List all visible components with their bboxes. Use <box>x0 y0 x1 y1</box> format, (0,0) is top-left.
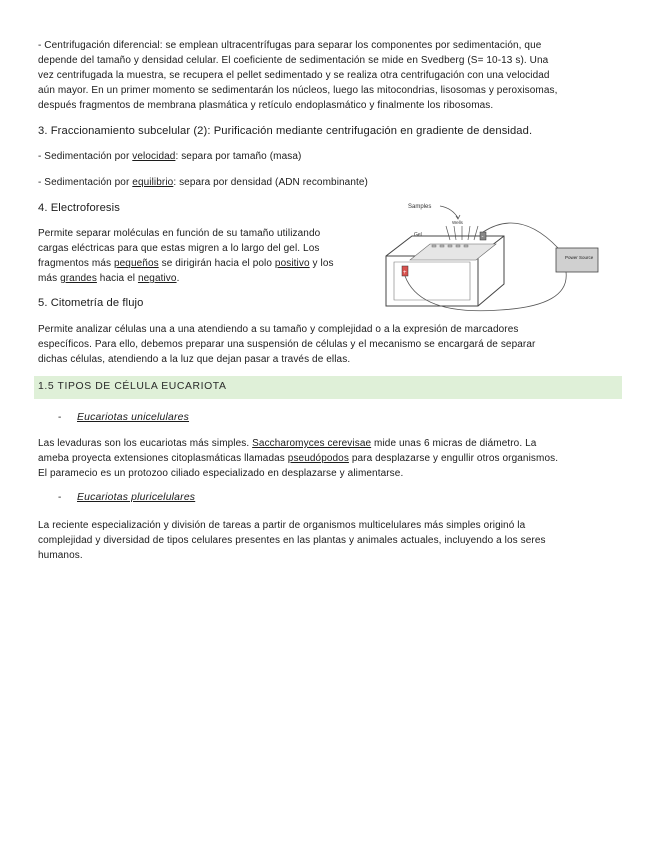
plus-sign: + <box>403 270 407 276</box>
heading-citometria: 5. Citometría de flujo <box>38 297 144 309</box>
text-line: humanos. <box>38 550 83 561</box>
text-line: Permite separar moléculas en función de su tamaño utilizando <box>38 228 321 239</box>
bullet-marker: - <box>58 492 62 503</box>
text-line: La reciente especialización y división de tareas a partir de organismos multicelulares más simples originó la <box>38 520 526 531</box>
electrophoresis-diagram <box>380 198 620 316</box>
sedimentation-equilibrium-line <box>38 175 618 190</box>
unicelulares-paragraph <box>38 436 618 481</box>
heading-electroforesis: 4. Electroforesis <box>38 202 120 214</box>
section-heading-band <box>34 376 622 399</box>
text-line: dichas células, atendiendo a la luz que dejan pasar a través de ellas. <box>38 354 351 365</box>
text-span: para desplazarse y engullir otros organismos. <box>348 453 559 464</box>
gel-slab <box>410 244 496 260</box>
text-line <box>38 256 373 271</box>
text-line: específicos. Para ello, debemos preparar una suspensión de células y el mecanismo se encargará de separar <box>38 339 536 350</box>
underlined-term: equilibrio <box>132 177 174 188</box>
text-line <box>38 271 373 286</box>
citometria-paragraph <box>38 322 618 367</box>
text-line: complejidad y diversidad de tipos celulares presentes en las plantas y animales actuales, incluyendo a los seres <box>38 535 546 546</box>
text-span: y los <box>309 258 334 269</box>
text-line: aún mayor. En un primer momento se sedimentarán los núcleos, luego las mitocondrias, lisosomas y peroxisomas, <box>38 85 558 96</box>
text-line <box>38 436 618 451</box>
text-line: - Centrifugación diferencial: se emplean ultracentrífugas para separar los componentes por sedimentación, que <box>38 40 542 51</box>
section-title: 1.5 TIPOS DE CÉLULA EUCARIOTA <box>38 381 227 392</box>
text-span: Las levaduras son los eucariotas más simples. <box>38 438 253 449</box>
positive-wire <box>405 272 566 311</box>
text-span: hacia el <box>96 273 138 284</box>
text-span: - Sedimentación por <box>38 151 133 162</box>
electrophoresis-figure <box>380 198 620 316</box>
text-span: . <box>176 273 180 284</box>
samples-arrow <box>440 206 458 218</box>
well-arrows <box>446 226 478 240</box>
sedimentation-velocity-line <box>38 149 618 164</box>
text-span: mide unas 6 micras de diámetro. La <box>371 438 537 449</box>
underlined-term: grandes <box>60 273 97 284</box>
underlined-term: positivo <box>274 258 310 269</box>
bullet-marker: - <box>58 412 62 423</box>
text-line: cargas eléctricas para que estas migren a lo largo del gel. Los <box>38 243 320 254</box>
underlined-term: negativo <box>137 273 177 284</box>
text-line: depende del tamaño y densidad celular. El coeficiente de sedimentación se mide en Svedberg (S= 10-13 s). Una <box>38 55 549 66</box>
text-line: Permite analizar células una a una atendiendo a su tamaño y complejidad o a la expresión de marcadores <box>38 324 519 335</box>
text-span: más <box>38 273 61 284</box>
text-line: después fragmentos de membrana plasmática y retículo endoplasmático y finalmente los ribosomas. <box>38 100 494 111</box>
text-span: fragmentos más <box>38 258 114 269</box>
text-line: vez centrifugada la muestra, se recupera el pellet sedimentado y se realiza otra centrifugación con una velocidad <box>38 70 550 81</box>
text-span: : separa por tamaño (masa) <box>175 151 302 162</box>
text-line <box>38 451 618 466</box>
wells-label: Wells <box>452 220 463 225</box>
text-span: ameba proyecta extensiones citoplasmáticas llamadas <box>38 453 288 464</box>
power-source-label: Power Source <box>565 255 594 260</box>
electroforesis-paragraph <box>38 226 373 286</box>
power-source <box>556 248 598 272</box>
underlined-term: velocidad <box>132 151 176 162</box>
subheading-pluricelulares: Eucariotas pluricelulares <box>77 492 196 503</box>
text-span: se dirigirán hacia el polo <box>158 258 275 269</box>
text-line: El paramecio es un protozoo ciliado especializado en desplazarse y alimentarse. <box>38 468 404 479</box>
gel-label: Gel <box>414 232 422 238</box>
heading-fraccionamiento: 3. Fraccionamiento subcelular (2): Purificación mediante centrifugación en gradiente de densidad. <box>38 125 533 137</box>
samples-label: Samples <box>408 204 432 210</box>
underlined-term: Saccharomyces cerevisae <box>252 438 372 449</box>
text-span: - Sedimentación por <box>38 177 133 188</box>
underlined-term: pequeños <box>113 258 159 269</box>
pluricelulares-paragraph <box>38 518 618 563</box>
subheading-unicelulares: Eucariotas unicelulares <box>77 412 190 423</box>
underlined-term: pseudópodos <box>287 453 349 464</box>
minus-sign: - <box>481 234 484 240</box>
text-span: : separa por densidad (ADN recombinante) <box>173 177 368 188</box>
centrifugation-paragraph <box>38 38 618 113</box>
